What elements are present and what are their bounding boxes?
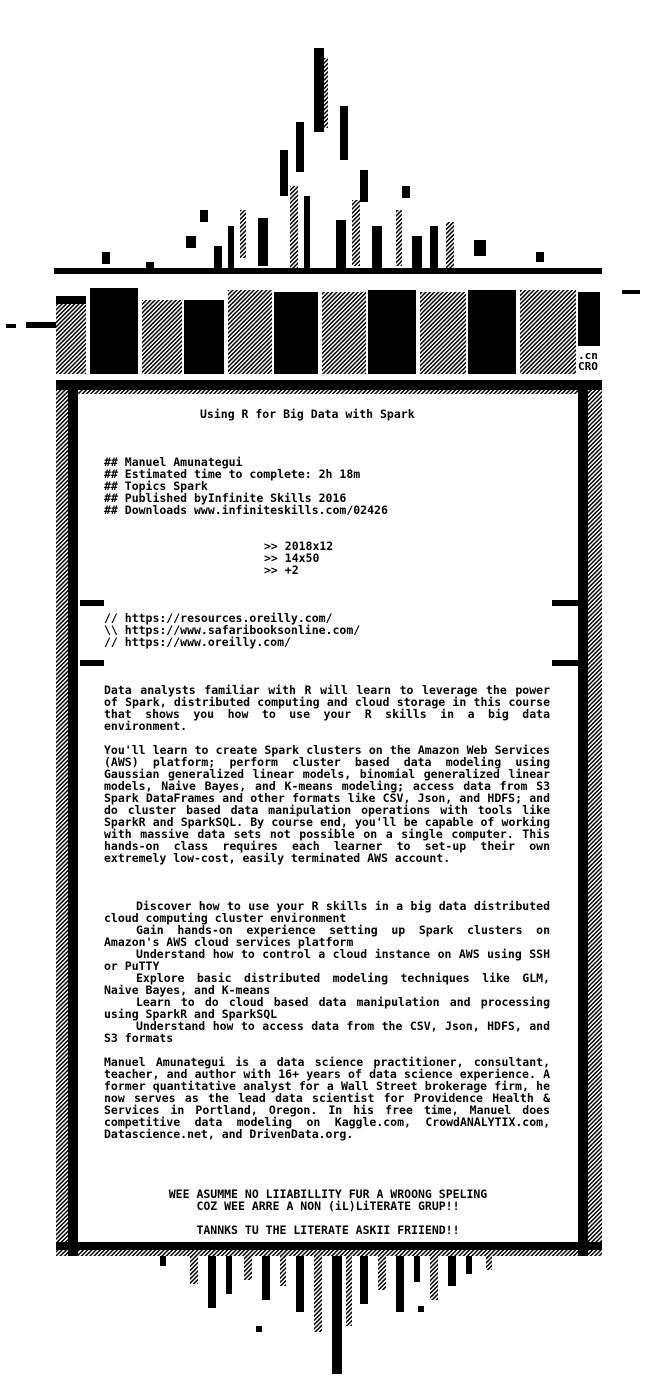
link-oreilly[interactable]: // https://www.oreilly.com/ bbox=[104, 635, 291, 649]
meta-author: ## Manuel Amunategui bbox=[104, 455, 243, 469]
feature-item: Explore basic distributed modeling techniques like GLM, Naive Bayes, and K-means bbox=[104, 971, 550, 997]
logo-art bbox=[6, 288, 640, 374]
feature-item: Gain hands-on experience setting up Spark clusters on Amazon's AWS cloud services platform bbox=[104, 923, 550, 949]
link-oreilly-resources[interactable]: // https://resources.oreilly.com/ bbox=[104, 611, 333, 625]
meta-block bbox=[104, 456, 388, 516]
features-list bbox=[104, 900, 550, 1044]
logo-suffix-line-2: CRO bbox=[578, 360, 598, 373]
link-safari[interactable]: \\ https://www.safaribooksonline.com/ bbox=[104, 623, 361, 637]
spec-extra: >> +2 bbox=[264, 563, 299, 577]
bottom-drip-art bbox=[160, 1256, 492, 1374]
feature-item: Discover how to use your R skills in a big data distributed cloud computing cluster environment bbox=[104, 899, 550, 925]
feature-item: Understand how to access data from the CSV, Json, HDFS, and S3 formats bbox=[104, 1019, 550, 1045]
meta-published: ## Published byInfinite Skills 2016 bbox=[104, 491, 347, 505]
specs-block bbox=[264, 540, 333, 576]
top-skyline-art bbox=[54, 48, 602, 274]
page-title: Using R for Big Data with Spark bbox=[200, 407, 415, 421]
feature-item: Learn to do cloud based data manipulation and processing using SparkR and SparkSQL bbox=[104, 995, 550, 1021]
spec-size: >> 14x50 bbox=[264, 551, 320, 565]
logo-suffix-line-1: .cn bbox=[578, 349, 598, 362]
body-paragraph: You'll learn to create Spark clusters on the Amazon Web Services (AWS) platform; perform cluster based data modeling using Gaussian generalized linear models, binomial generalized linear models, Naive Bayes, and K-means modeling; access data from S3 Spark DataFrames and other formats like CSV, Json, and HDFS; and do cluster based data manipulation operations with tools like SparkR and SparkSQL. By course end, you'll be capable of working with massive data sets not possible on a single computer. This hands-on class requires each learner to set-up their own extremely low-cost, easily terminated AWS account. bbox=[104, 743, 550, 865]
footer-line-3: TANNKS TU THE LITERATE ASKII FRIIEND!! bbox=[196, 1223, 460, 1237]
author-bio: Manuel Amunategui is a data science practitioner, consultant, teacher, and author with 16+ years of data science experience. A former quantitative analyst for a Wall Street brokerage firm, he now serves as the lead data scientist for Providence Health & Services in Portland, Oregon. In his free time, Manuel does competitive data modeling on Kaggle.com, CrowdANALYTIX.com, Datascience.net, and DrivenData.org. bbox=[104, 1055, 550, 1141]
spec-resolution: >> 2018x12 bbox=[264, 539, 334, 553]
meta-downloads: ## Downloads www.infiniteskills.com/02426 bbox=[104, 503, 388, 517]
meta-time: ## Estimated time to complete: 2h 18m bbox=[104, 467, 361, 481]
footer-disclaimer bbox=[80, 1188, 576, 1236]
feature-item: Understand how to control a cloud instance on AWS using SSH or PuTTY bbox=[104, 947, 550, 973]
logo-suffix bbox=[578, 350, 598, 372]
links-block bbox=[104, 612, 360, 648]
footer-line-2: COZ WEE ARRE A NON (iL)LiTERATE GRUP!! bbox=[196, 1199, 460, 1213]
intro-paragraph: Data analysts familiar with R will learn to leverage the power of Spark, distributed computing and cloud storage in this course that shows you how to use your R skills in a big data environment. bbox=[104, 683, 550, 733]
footer-line-1: WEE ASUMME NO LIIABILLITY FUR A WROONG SPELING bbox=[168, 1187, 488, 1201]
meta-topics: ## Topics Spark bbox=[104, 479, 208, 493]
